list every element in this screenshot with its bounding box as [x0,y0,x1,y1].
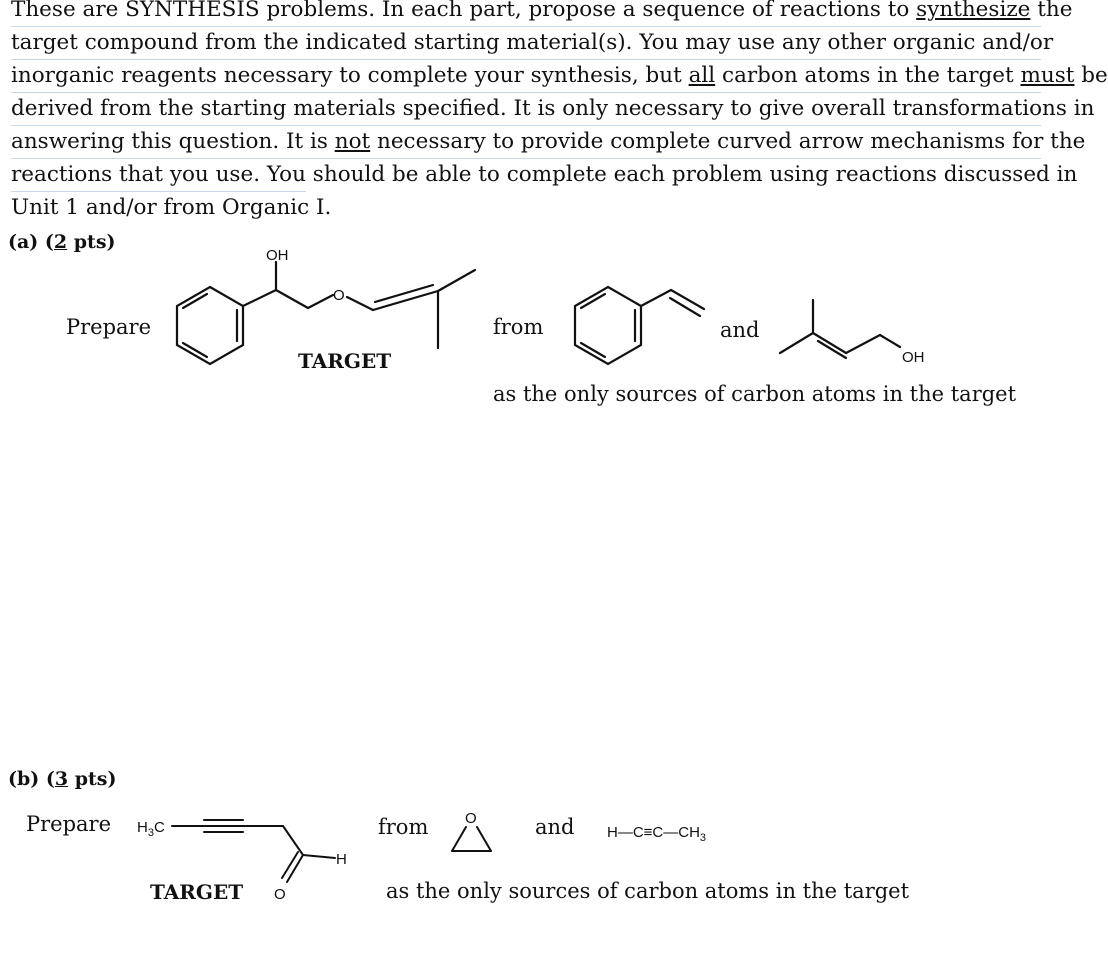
alcohol-oh-label: OH [902,349,925,366]
h3c-label: $H_3C$ [137,819,165,839]
instructions-line-5: answering this question. It is not necessary to provide complete curved arrow mechanisms for the [11,126,1041,159]
instructions-line-6: reactions that you use. You should be able to complete each problem using reactions discussed in [11,159,306,192]
instructions-line-2: target compound from the indicated starting material(s). You may use any other organic and/or [11,27,1041,60]
carbonyl-oxygen-label: O [274,886,286,903]
oh-label: OH [266,247,289,264]
instructions-line-7: Unit 1 and/or from Organic I. [11,195,332,220]
part-a-prepare-label: Prepare [66,315,152,339]
part-a-from-label: from [493,315,544,339]
instructions-line-1: These are SYNTHESIS problems. In each part, propose a sequence of reactions to synthesize the [11,0,1041,27]
instructions-line-3: inorganic reagents necessary to complete your synthesis, but all carbon atoms in the target must be [11,60,1041,93]
part-a-target-label: TARGET [298,349,392,373]
part-b-prepare-label: Prepare [26,812,112,836]
propyne-formula: $H—C\equiv C—CH_3$ [607,824,707,844]
part-a-label: (a) (2 pts) [8,231,116,253]
part-b-from-label: from [378,815,429,839]
part-b-and-label: and [535,815,575,839]
epoxide-oxygen-label: O [465,810,477,827]
part-b-target-label: TARGET [150,880,244,904]
part-b-sources-note: as the only sources of carbon atoms in the target [386,879,910,903]
instructions-line-4: derived from the starting materials specified. It is only necessary to give overall transformations in [11,93,1041,126]
part-b-label: (b) (3 pts) [8,768,117,790]
part-a-sources-note: as the only sources of carbon atoms in the target [493,382,1017,406]
part-a-and-label: and [720,318,760,342]
ether-oxygen-label: O [333,287,345,304]
aldehyde-h-label: H [336,851,347,868]
